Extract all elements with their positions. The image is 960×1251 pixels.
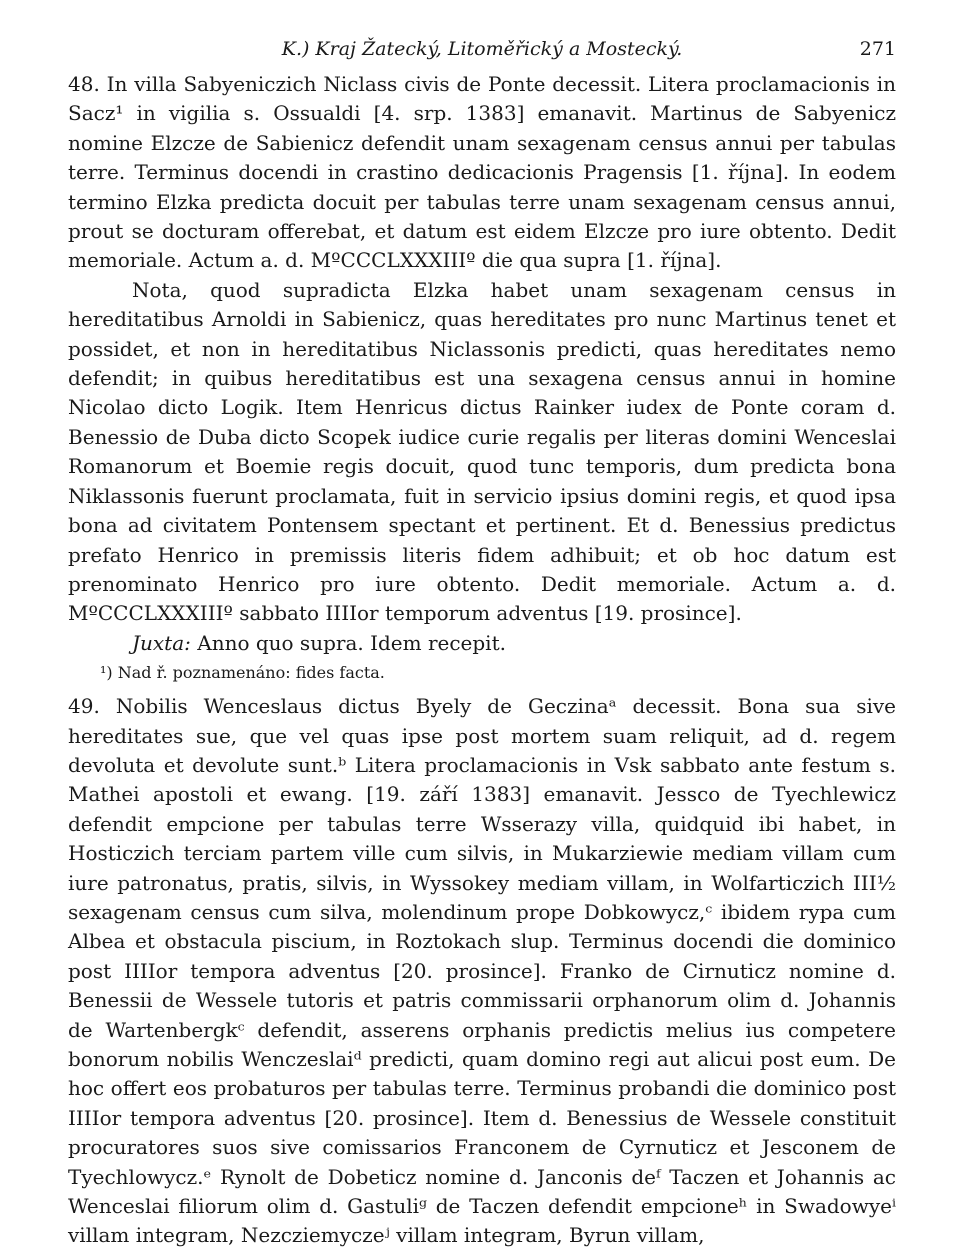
page-number: 271 [859, 38, 896, 60]
juxta-label: Juxta: [132, 630, 191, 655]
header-title: K.) Kraj Žatecký, Litoměřický a Mostecký. [281, 38, 683, 60]
running-header [68, 38, 896, 70]
document-page [68, 38, 896, 1251]
entry-48-nota-paragraph: Nota, quod supradicta Elzka habet unam sexagenam census in hereditatibus Arnoldi in Sabienicz, quas hereditates pro nunc Martinus tenet et possidet, et non in hereditatibus Niclassonis predicti, quas hereditates nemo defendit; in quibus hereditatibus est una sexagena census annui in homine Nicolao dicto Logik. Item Henricus dictus Rainker iudex de Ponte coram d. Benessio de Duba dicto Scopek iudice curie regalis per literas domini Wenceslai Romanorum et Boemie regis docuit, quod tunc temporis, dum predicta bona Niklassonis fuerunt proclamata, fuit in servicio ipsius domini regis, et quod ipsa bona ad civitatem Pontensem spectant et pertinent. Et d. Benessius predictus prefato Henrico in premissis literis fidem adhibuit; et ob hoc datum est prenominato Henrico pro iure obtento. Dedit memoriale. Actum a. d. MºCCCLXXXIIIº sabbato IIIIor temporum adventus [19. prosince]. [68, 277, 896, 626]
entry-48-paragraph: 48. In villa Sabyeniczich Niclass civis de Ponte decessit. Litera proclamacionis in Sacz¹ in vigilia s. Ossualdi [4. srp. 1383] emanavit. Martinus de Sabyenicz nomine Elzcze de Sabienicz defendit unam sexagenam census annui per tabulas terre. Terminus docendi in crastino dedicacionis Pragensis [1. října]. In eodem termino Elzka predicta docuit per tabulas terre unam sexagenam census annui, prout se docturam offerebat, et datum est eidem Elzcze pro iure obtento. Dedit memoriale. Actum a. d. MºCCCLXXXIIIº die qua supra [1. října]. [68, 72, 896, 273]
footnote: ¹) Nad ř. poznamenáno: fides facta. [100, 663, 385, 683]
juxta-line [68, 629, 896, 658]
entry-49-paragraph: 49. Nobilis Wenceslaus dictus Byely de Geczinaᵃ decessit. Bona sua sive hereditates sue, que vel quas ipse post mortem suam reliquit, ad d. regem devoluta et devolute sunt.ᵇ Litera proclamacionis in Vsk sabbato ante festum s. Mathei apostoli et ewang. [19. září 1383] emanavit. Jessco de Tyechlewicz defendit empcione per tabulas terre Wsserazy villa, quidquid ibi habet, in Hosticzich terciam partem ville cum silvis, in Mukarziewie mediam villam cum iure patronatus, pratis, silvis, in Wyssokey mediam villam, in Wolfarticzich III½ sexagenam census cum silva, molendinum prope Dobkowycz,ᶜ ibidem rypa cum Albea et obstacula piscium, in Roztokach slup. Terminus docendi die dominico post IIIIor tempora adventus [20. prosince]. Franko de Cirnuticz nomine d. Benessii de Wessele tutoris et patris commissarii orphanorum olim d. Johannis de Wartenbergkᶜ defendit, asserens orphanis predictis melius ius competere bonorum nobilis Wenczeslaiᵈ predicti, quam domino regi aut alicui post eum. De hoc offert eos probaturos per tabulas terre. Terminus probandi die dominico post IIIIor tempora adventus [20. prosince]. Item d. Benessius de Wessele constituit procuratores suos sive comissarios Franconem de Cyrnuticz et Jesconem de Tyechlowycz.ᵉ Rynolt de Dobeticz nomine d. Janconis deᶠ Taczen et Johannis ac Wenceslai filiorum olim d. Gastuliᵍ de Taczen defendit empcioneʰ in Swadowyeⁱ villam integram, Nezcziemyczeʲ villam integram, Byrun villam, [68, 694, 896, 1248]
juxta-text: Anno quo supra. Idem recepit. [197, 630, 506, 655]
